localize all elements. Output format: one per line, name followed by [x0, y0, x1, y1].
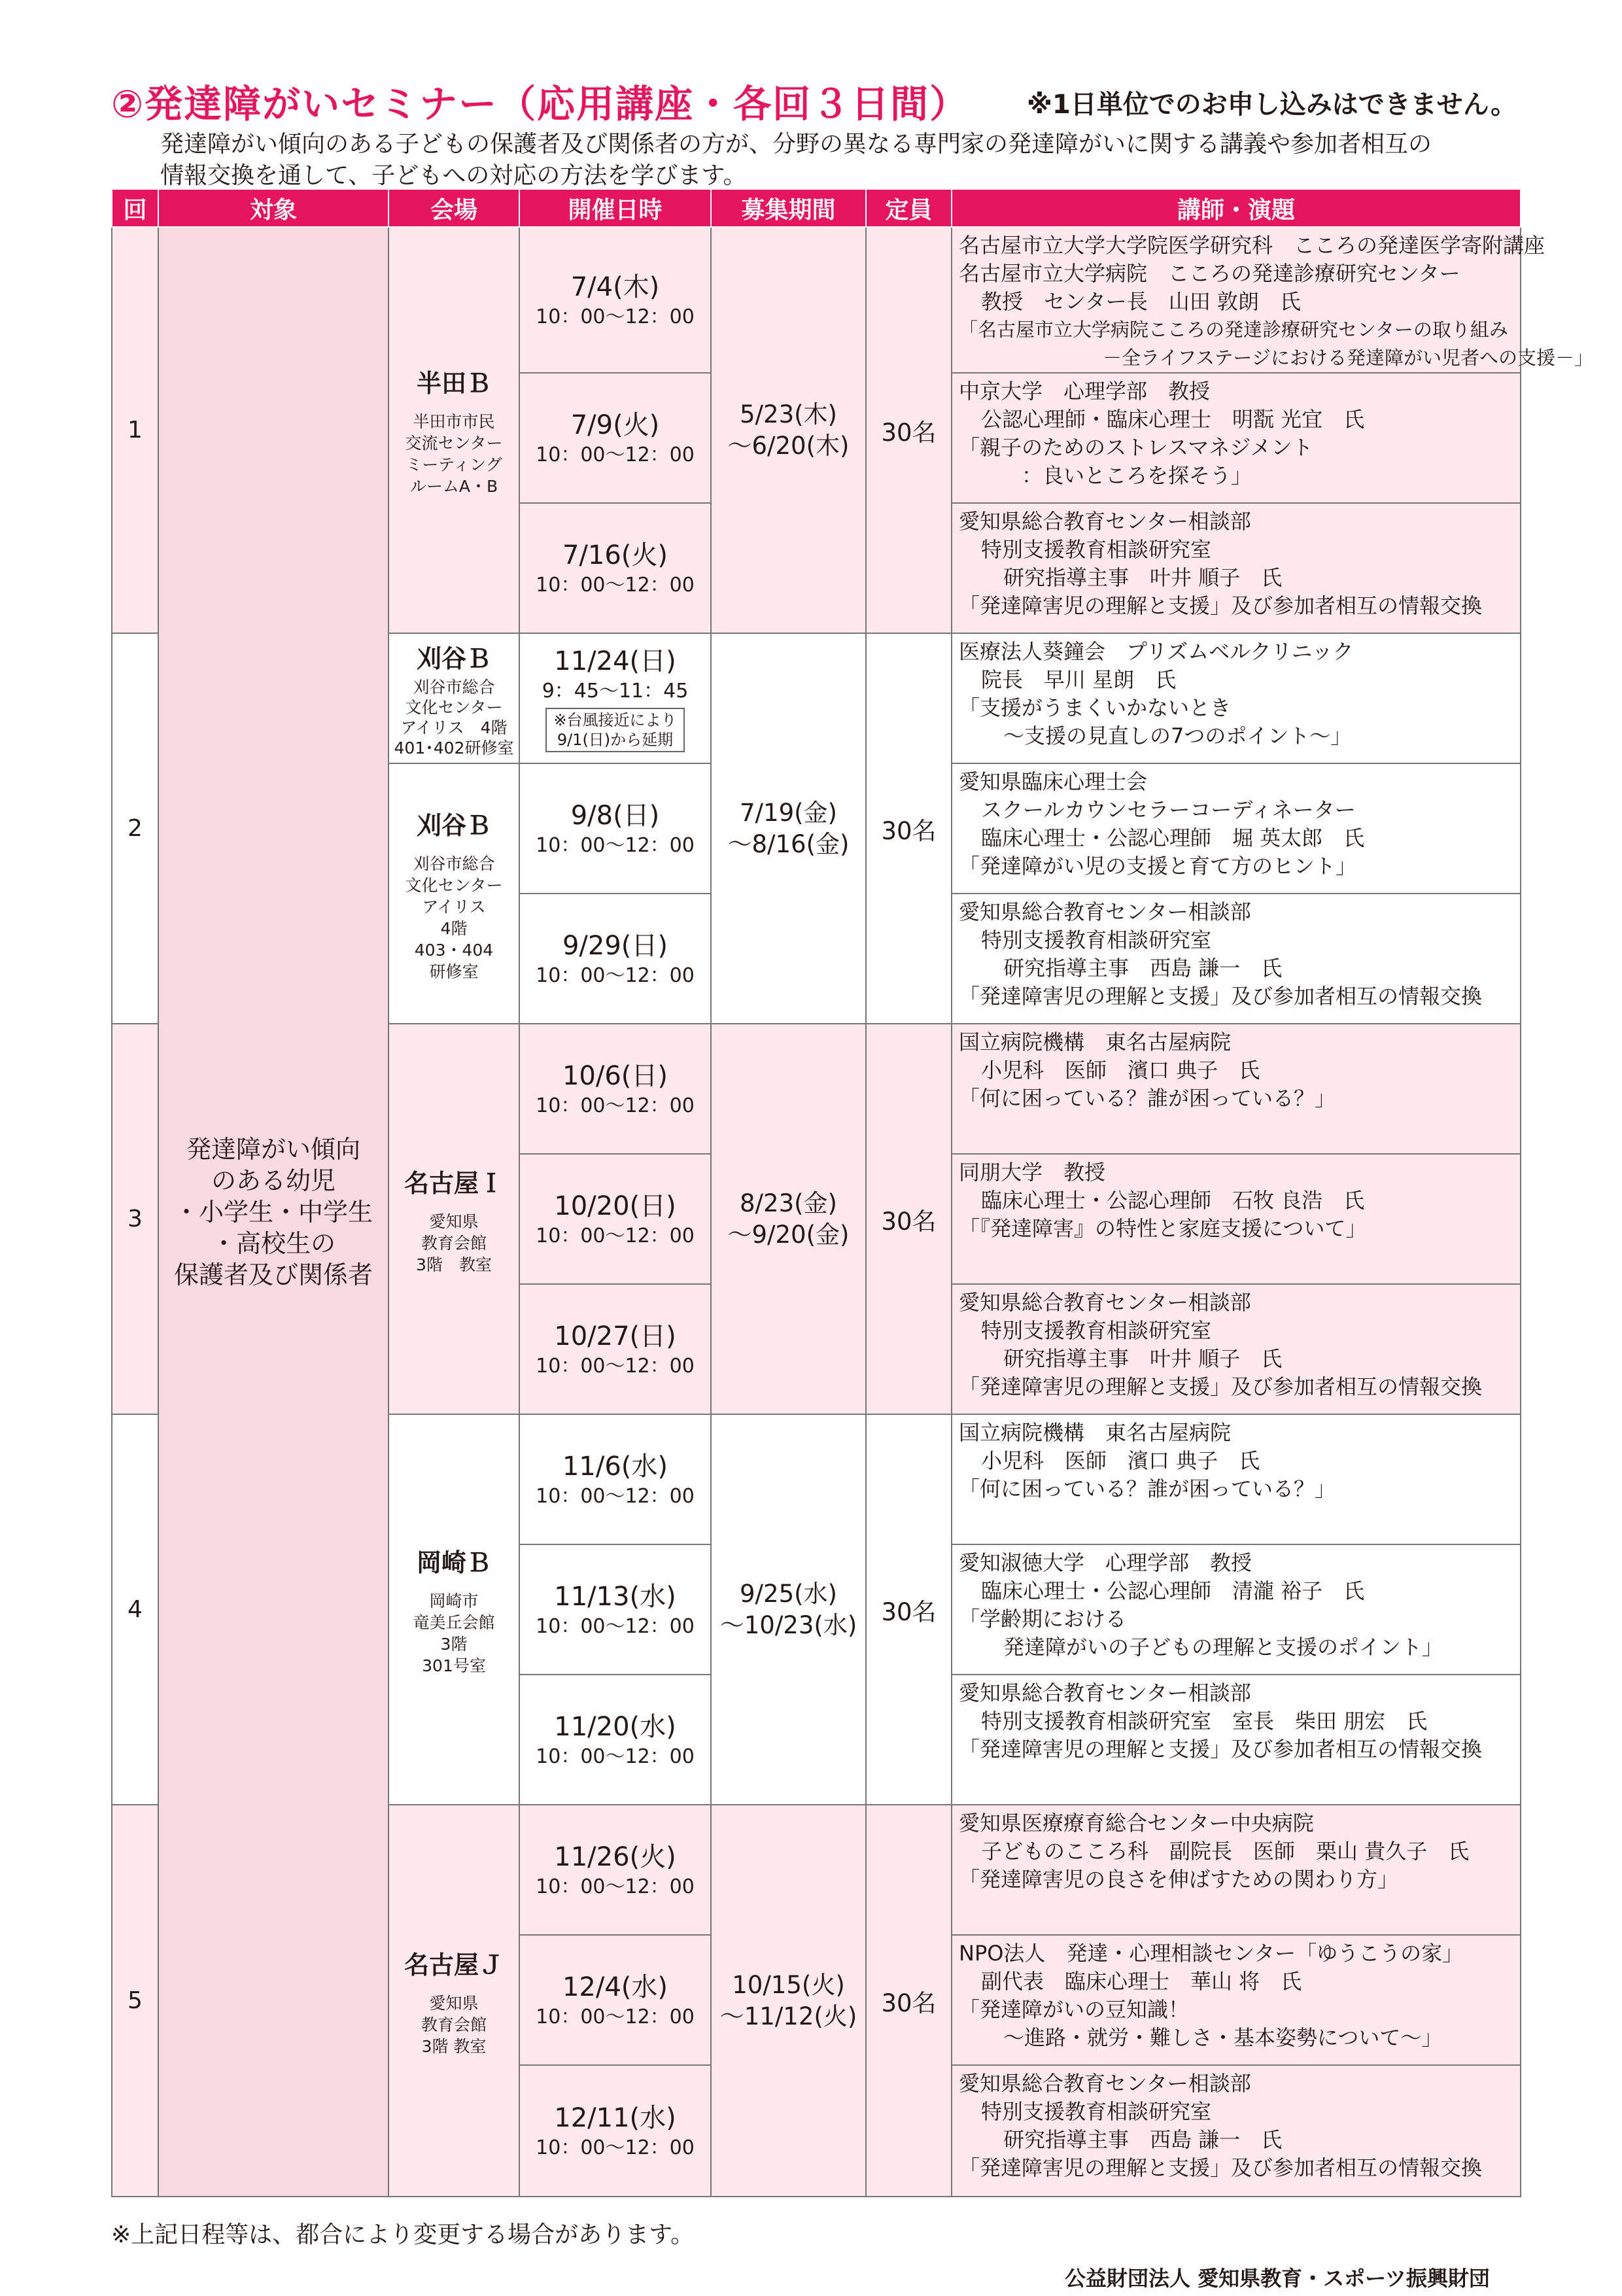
target-line: ・高校生の	[211, 1228, 336, 1258]
venue-cell	[388, 633, 519, 763]
capacity-cell: 30名	[866, 227, 952, 633]
session-number: 3	[112, 1024, 158, 1414]
lecturer-cell: 愛知淑徳大学 心理学部 教授 臨床心理士・公認心理師 清瀧 裕子 氏 「学齢期における 発達障がいの子どもの理解と支援のポイント」	[952, 1544, 1521, 1675]
session-date: 7/9(火)	[570, 409, 660, 440]
date-cell	[519, 1284, 711, 1414]
period-cell: 10/15(火) ～11/12(火)	[711, 1805, 866, 2197]
organization-name: 公益財団法人 愛知県教育・スポーツ振興財団	[1065, 2266, 1490, 2291]
lecturer-cell: 名古屋市立大学大学院医学研究科 こころの発達医学寄附講座 名古屋市立大学病院 こころの発達診療研究センター 教授 センター長 山田 敦朗 氏 「名古屋市立大学病院こころの発達診療研究センターの取り組み －全ライフステージにおける発達障がい児者への支援－」	[952, 227, 1521, 373]
venue-cell	[388, 1805, 519, 2197]
session-time: 10：00～12：00	[536, 964, 695, 987]
period-cell: 5/23(木) ～6/20(木)	[711, 227, 866, 633]
date-cell	[519, 1805, 711, 1935]
session-time: 9：45～11：45	[542, 679, 689, 703]
session-time: 10：00～12：00	[536, 1224, 695, 1247]
lecturer-cell: 国立病院機構 東名古屋病院 小児科 医師 濱口 典子 氏 「何に困っている？誰が困っている？」	[952, 1414, 1521, 1544]
target-line: 発達障がい傾向	[186, 1134, 360, 1164]
session-time: 10：00～12：00	[536, 1354, 695, 1378]
lecturer-cell: 愛知県総合教育センター相談部 特別支援教育相談研究室 研究指導主事 叶井 順子 氏 「発達障害児の理解と支援」及び参加者相互の情報交換	[952, 503, 1521, 633]
date-cell	[519, 1154, 711, 1284]
lecturer-cell: 中京大学 心理学部 教授 公認心理師・臨床心理士 明翫 光宜 氏 「親子のためのストレスマネジメント ：良いところを探そう」	[952, 373, 1521, 503]
venue-cell	[388, 1414, 519, 1805]
session-date: 9/29(日)	[562, 930, 668, 961]
lecturer-cell: 同朋大学 教授 臨床心理士・公認心理師 石牧 良浩 氏 「『発達障害』の特性と家庭支援について」	[952, 1154, 1521, 1284]
capacity-cell: 30名	[866, 1805, 952, 2197]
period-cell: 8/23(金) ～9/20(金)	[711, 1024, 866, 1414]
intro-line-2: 情報交換を通して、子どもへの対応の方法を学びます。	[160, 162, 747, 189]
session-date: 7/16(火)	[562, 540, 668, 570]
session-time: 10：00～12：00	[536, 443, 695, 466]
header-target: 対象	[158, 189, 388, 227]
session-date: 11/13(水)	[554, 1581, 676, 1612]
date-cell	[519, 227, 711, 373]
session-time: 10：00～12：00	[536, 305, 695, 328]
venue-name: 刈谷Ｂ	[416, 644, 491, 673]
venue-cell	[388, 763, 519, 1024]
date-cell	[519, 633, 711, 763]
venue-address: 岡崎市 竜美丘会館 3階 301号室	[413, 1592, 495, 1675]
session-number: 5	[112, 1805, 158, 2197]
session-time: 10：00～12：00	[536, 833, 695, 857]
header-datetime: 開催日時	[519, 189, 711, 227]
venue-cell	[388, 227, 519, 633]
capacity-cell: 30名	[866, 633, 952, 1024]
session-time: 10：00～12：00	[536, 573, 695, 597]
footnote: ※上記日程等は、都合により変更する場合があります。	[111, 2221, 695, 2248]
session-time: 10：00～12：00	[536, 1875, 695, 1898]
venue-name: 名古屋Ｉ	[404, 1168, 504, 1198]
date-cell	[519, 894, 711, 1024]
target-line: ・小学生・中学生	[173, 1197, 373, 1226]
session-date: 10/6(日)	[562, 1060, 668, 1091]
application-note: ※1日単位でのお申し込みはできません。	[1027, 90, 1517, 120]
session-time: 10：00～12：00	[536, 1484, 695, 1508]
date-cell	[519, 1935, 711, 2065]
session-time: 10：00～12：00	[536, 2136, 695, 2159]
venue-cell	[388, 1024, 519, 1414]
date-cell	[519, 1544, 711, 1675]
venue-name: 岡崎Ｂ	[416, 1548, 491, 1577]
lecturer-cell: 愛知県総合教育センター相談部 特別支援教育相談研究室 研究指導主事 西島 謙一 氏 「発達障害児の理解と支援」及び参加者相互の情報交換	[952, 2065, 1521, 2197]
session-number: 1	[112, 227, 158, 633]
venue-address: 刈谷市総合 文化センター アイリス 4階 403・404 研修室	[405, 854, 503, 981]
date-cell	[519, 503, 711, 633]
lecturer-cell: 国立病院機構 東名古屋病院 小児科 医師 濱口 典子 氏 「何に困っている？誰が困っている？」	[952, 1024, 1521, 1154]
table-header-row	[112, 189, 1521, 227]
lecturer-cell: 愛知県総合教育センター相談部 特別支援教育相談研究室 室長 柴田 朋宏 氏 「発達障害児の理解と支援」及び参加者相互の情報交換	[952, 1675, 1521, 1805]
session-date: 12/4(水)	[562, 1972, 668, 2002]
header-capacity: 定員	[866, 189, 952, 227]
venue-address: 愛知県 教育会館 3階 教室	[421, 1993, 487, 2056]
session-date: 9/8(日)	[570, 800, 660, 831]
target-line: 保護者及び関係者	[173, 1260, 373, 1289]
session-time: 10：00～12：00	[536, 1614, 695, 1638]
target-line: のある幼児	[211, 1166, 336, 1195]
capacity-cell: 30名	[866, 1414, 952, 1805]
session-date: 11/6(水)	[562, 1451, 668, 1482]
session-date: 11/24(日)	[554, 646, 676, 676]
lecturer-cell: 愛知県総合教育センター相談部 特別支援教育相談研究室 研究指導主事 西島 謙一 氏 「発達障害児の理解と支援」及び参加者相互の情報交換	[952, 894, 1521, 1024]
venue-name: 刈谷Ｂ	[416, 810, 491, 840]
venue-address: 刈谷市総合 文化センター アイリス 4階 401･402研修室	[394, 678, 514, 757]
seminar-schedule-table	[111, 188, 1593, 2197]
period-cell: 7/19(金) ～8/16(金)	[711, 633, 866, 1024]
session-time: 10：00～12：00	[536, 1745, 695, 1768]
session-date: 7/4(木)	[570, 271, 660, 302]
period-cell: 9/25(水) ～10/23(水)	[711, 1414, 866, 1805]
postponement-note: ※台風接近により 9/1(日)から延期	[545, 708, 684, 752]
intro-line-1: 発達障がい傾向のある子どもの保護者及び関係者の方が、分野の異なる専門家の発達障がいに関する講義や参加者相互の	[160, 131, 1432, 158]
session-date: 10/27(日)	[554, 1321, 676, 1351]
lecturer-cell: 愛知県臨床心理士会 スクールカウンセラーコーディネーター 臨床心理士・公認心理師 堀 英太郎 氏 「発達障がい児の支援と育て方のヒント」	[952, 763, 1521, 894]
date-cell	[519, 2065, 711, 2197]
session-date: 11/20(水)	[554, 1711, 676, 1742]
date-cell	[519, 1675, 711, 1805]
header-session: 回	[112, 189, 158, 227]
session-date: 12/11(水)	[554, 2102, 676, 2133]
session-number: 4	[112, 1414, 158, 1805]
header-lecturer: 講師・演題	[952, 189, 1521, 227]
session-date: 10/20(日)	[554, 1191, 676, 1221]
venue-address: 半田市市民 交流センター ミーティング ルームA・B	[405, 412, 503, 496]
lecturer-cell: 愛知県総合教育センター相談部 特別支援教育相談研究室 研究指導主事 叶井 順子 氏 「発達障害児の理解と支援」及び参加者相互の情報交換	[952, 1284, 1521, 1414]
lecturer-cell: NPO法人 発達・心理相談センター「ゆうこうの家」 副代表 臨床心理士 華山 将 氏 「発達障がいの豆知識！ ～進路・就労・難しさ・基本姿勢について～」	[952, 1935, 1521, 2065]
header-venue: 会場	[388, 189, 519, 227]
target-cell	[158, 227, 388, 2197]
lecturer-cell: 医療法人葵鐘会 プリズムベルクリニック 院長 早川 星朗 氏 「支援がうまくいかないとき ～支援の見直しの7つのポイント～」	[952, 633, 1521, 763]
table-row	[112, 227, 1521, 373]
session-date: 11/26(火)	[554, 1841, 676, 1872]
session-time: 10：00～12：00	[536, 2005, 695, 2028]
venue-address: 愛知県 教育会館 3階 教室	[416, 1211, 492, 1274]
date-cell	[519, 1414, 711, 1544]
lecturer-cell: 愛知県医療療育総合センター中央病院 子どものこころ科 副院長 医師 栗山 貴久子 氏 「発達障害児の良さを伸ばすための関わり方」	[952, 1805, 1521, 1935]
venue-name: 名古屋Ｊ	[404, 1950, 504, 1979]
session-number: 2	[112, 633, 158, 1024]
header-period: 募集期間	[711, 189, 866, 227]
date-cell	[519, 763, 711, 894]
page-title: ②発達障がいセミナー（応用講座・各回３日間）	[111, 82, 969, 126]
date-cell	[519, 1024, 711, 1154]
session-time: 10：00～12：00	[536, 1094, 695, 1117]
date-cell	[519, 373, 711, 503]
capacity-cell: 30名	[866, 1024, 952, 1414]
venue-name: 半田Ｂ	[416, 369, 491, 398]
